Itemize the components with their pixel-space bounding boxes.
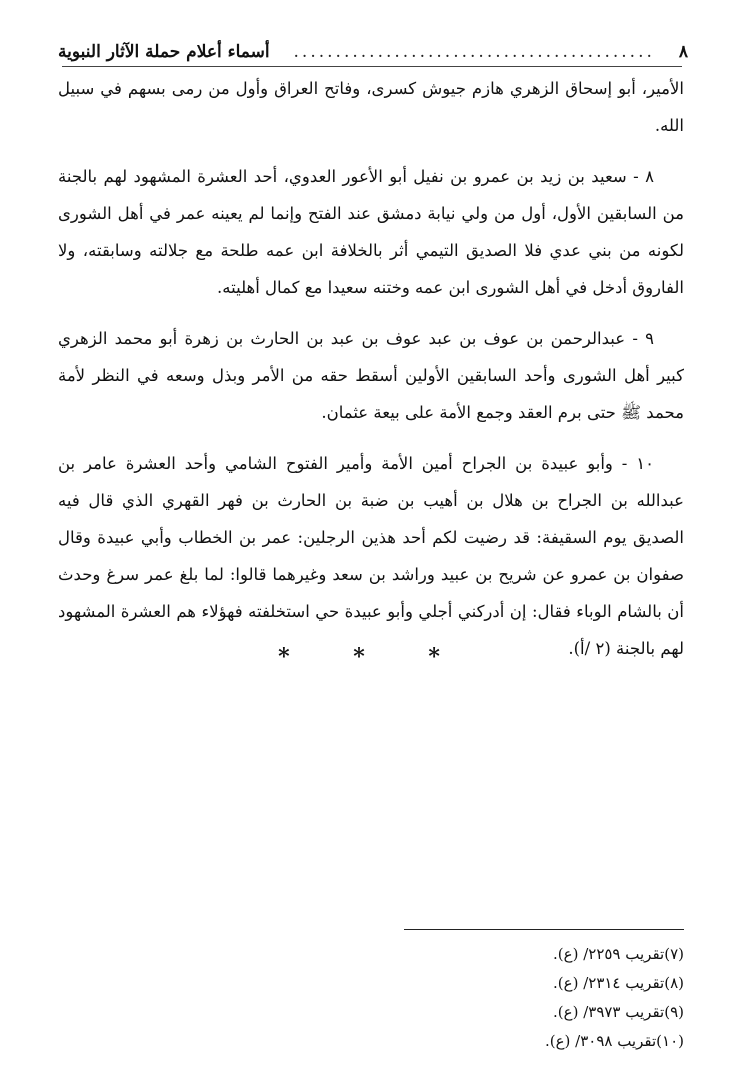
page-number: ٨ xyxy=(678,42,688,62)
footnote-7: (٧)تقريب ٢٢٥٩/ (ع). xyxy=(553,945,684,963)
footnotes xyxy=(284,940,684,1056)
footnote-10: (١٠)تقريب ٣٠٩٨/ (ع). xyxy=(544,1032,684,1050)
footnote-9: (٩)تقريب ٣٩٧٣/ (ع). xyxy=(553,1003,684,1021)
paragraph-entry-9: ٩ - عبدالرحمن بن عوف بن عبد عوف بن عبد بن الحارث بن زهرة أبو محمد الزهري كبير أهل الشورى وأحد السابقين الأولين أسقط حقه من الأمر وبذل وسعه في النظر لأمة محمد ﷺ حتى برم العقد وجمع الأمة على بيعة عثمان. xyxy=(58,329,684,422)
main-text xyxy=(58,70,684,681)
paragraph-entry-10: ١٠ - وأبو عبيدة بن الجراح أمين الأمة وأمير الفتوح الشامي وأحد العشرة عامر بن عبدالله بن الجراح بن هلال بن أهيب بن ضبة بن الحارث بن فهر القهري الذي قال فيه الصديق يوم السقيفة: قد رضيت لكم أحد هذين الرجلين: عمر بن الخطاب وأبي عبيدة وقال صفوان بن عمرو عن شريح بن عبيد وراشد بن سعد وغيرهما قالوا: لما بلغ عمر سرغ وحدث أن بالشام الوباء فقال: إن أدركني أجلي وأبو عبيدة حي استخلفته فهؤلاء هم العشرة المشهود لهم بالجنة (٢ /أ). xyxy=(58,454,684,658)
paragraph-entry-8: ٨ - سعيد بن زيد بن عمرو بن نفيل أبو الأعور العدوي، أحد العشرة المشهود لهم بالجنة من السابقين الأول، أول من ولي نيابة دمشق عند الفتح وإنما لم يعينه عمر في أهل الشورى لكونه من بني عدي فلا الصديق التيمي أثر بالخلافة ابن عمه طلحة مع جلالته وسابقته، ولا الفاروق أدخل في أهل الشورى ابن عمه وختنه سعيدا مع كمال أهليته. xyxy=(58,167,684,297)
section-separator: * * * xyxy=(278,644,468,670)
footnote-8: (٨)تقريب ٢٣١٤/ (ع). xyxy=(553,974,684,992)
header-leader-dots: ........................................... xyxy=(293,42,655,62)
footnote-rule xyxy=(404,929,684,930)
paragraph-continuation: الأمير، أبو إسحاق الزهري هازم جيوش كسرى، وفاتح العراق وأول من رمى بسهم في سبيل الله. xyxy=(58,79,684,135)
running-header xyxy=(58,38,688,66)
header-rule xyxy=(62,66,682,67)
running-title: أسماء أعلام حملة الآثار النبوية xyxy=(58,42,270,62)
